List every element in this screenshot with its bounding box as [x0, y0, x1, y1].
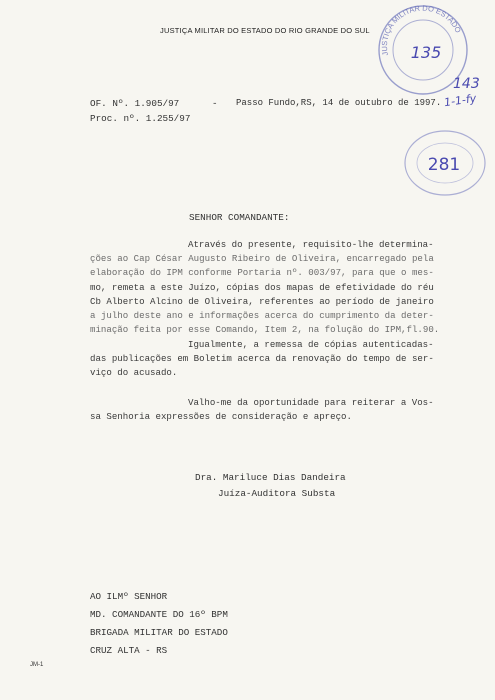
addressee-line: BRIGADA MILITAR DO ESTADO — [90, 627, 228, 638]
body-line: elaboração do IPM conforme Portaria nº. 003/97, para que o mes- — [90, 267, 434, 279]
signer-name: Dra. Mariluce Dias Dandeira — [195, 472, 346, 483]
form-code: JM-1 — [30, 662, 44, 668]
body-paragraph-2 — [90, 338, 434, 381]
body-line: Valho-me da oportunidade para reiterar a Vos- — [188, 397, 434, 408]
body-line: Através do presente, requisito-lhe determina- — [188, 239, 434, 250]
body-line: ções ao Cap César Augusto Ribeiro de Oliveira, encarregado pela — [90, 253, 434, 265]
body-line: sa Senhoria expressões de consideração e apreço. — [90, 411, 352, 423]
salutation: SENHOR COMANDANTE: — [189, 212, 290, 223]
place-date: Passo Fundo,RS, 14 de outubro de 1997. — [236, 98, 442, 108]
body-line: Cb Alberto Alcino de Oliveira, referentes ao período de janeiro — [90, 295, 434, 307]
addressee-line: AO ILMº SENHOR — [90, 591, 168, 602]
office-number: OF. Nº. 1.905/97 — [90, 98, 180, 109]
institution-header: JUSTIÇA MILITAR DO ESTADO DO RIO GRANDE DO SUL — [160, 26, 370, 35]
handwritten-note-2: 1-1-fy — [443, 91, 478, 110]
handwritten-note-1: 143 — [453, 76, 480, 92]
addressee-line: CRUZ ALTA - RS — [90, 645, 168, 656]
body-line: a julho deste ano e informações acerca do cumprimento da deter- — [90, 310, 434, 322]
body-line: viço do acusado. — [90, 367, 178, 379]
addressee-block — [90, 588, 228, 660]
addressee-line: MD. COMANDANTE DO 16º BPM — [90, 609, 228, 620]
body-line: mo, remeta a este Juízo, cópias dos mapas de efetividade do réu — [90, 281, 434, 293]
page-number-stamp — [400, 128, 490, 198]
signer-title: Juíza-Auditora Substa — [218, 488, 336, 499]
seal-text: JUSTIÇA MILITAR DO ESTADO — [379, 3, 463, 57]
body-line: das publicações em Boletim acerca da renovação do tempo de ser- — [90, 353, 434, 365]
dash: - — [212, 98, 218, 109]
body-paragraph-1 — [90, 238, 439, 337]
process-number: Proc. nº. 1.255/97 — [90, 113, 191, 124]
body-line: minação feita por esse Comando, Item 2, na folução do IPM,fl.90. — [90, 324, 440, 336]
seal-number: 135 — [410, 43, 442, 62]
body-paragraph-3 — [90, 396, 434, 424]
body-line: Igualmente, a remessa de cópias autenticadas- — [188, 339, 434, 350]
stamp-number: 281 — [427, 155, 461, 175]
